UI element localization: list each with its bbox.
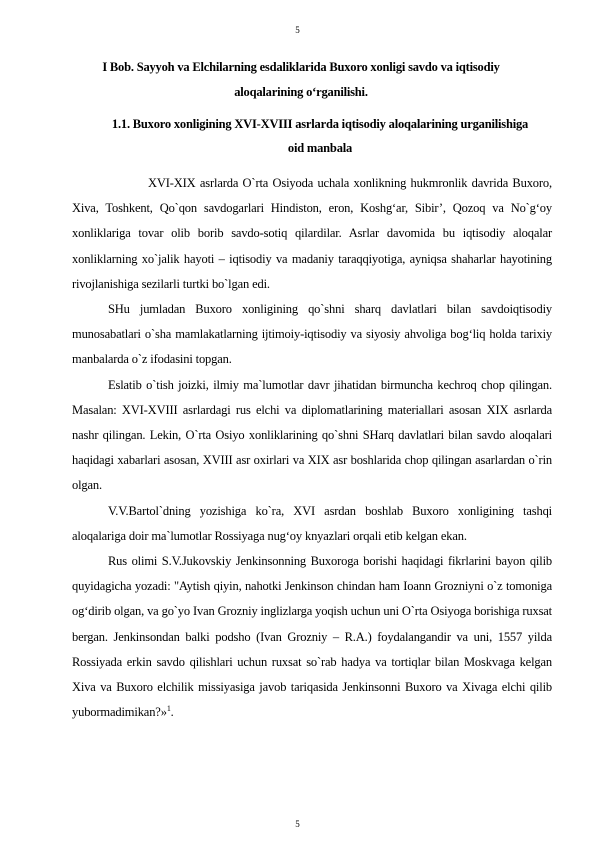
chapter-title: I Bob. Sayyoh va Elchilarning esdaliklarida Buxoro xonligi savdo va iqtisodiy aloqalarining o‘rganilishi. bbox=[102, 60, 500, 99]
paragraph-1: XVI-XIX asrlarda O`rta Osiyoda uchala xonlikning hukmronlik davrida Buxoro, Xiva, Toshkent, Qo`qon savdogarlari Hindiston, eron, Koshg‘ar, Sibir’, Qozoq va No`g‘oy xonliklariga tovar olib borib savdo-sotiq qilardilar. Asrlar davomida bu iqtisodiy aloqalar xonliklarning xo`jalik hayoti – iqtisodiy va madaniy taraqqiyotiga, ayniqsa shaharlar hayotining rivojlanishiga sezilarli turtki bo`lgan edi. bbox=[72, 176, 552, 291]
paragraph-3: Eslatib o`tish joizki, ilmiy ma`lumotlar davr jihatidan birmuncha kechroq chop qilingan. Masalan: XVI-XVIII asrlardagi rus elchi va diplomatlarining materiallari asosan XIX asrlarda nashr qilingan. Lekin, O`rta Osiyo xonliklarining qo`shni SHarq davlatlari bilan savdo aloqalari haqidagi xabarlari asosan, XVIII asr oxirlari va XIX asr boshlarida chop qilingan asarlardan o`rin olgan. bbox=[72, 377, 552, 493]
paragraph-5 bbox=[72, 549, 552, 725]
page-number-top: 5 bbox=[295, 25, 300, 35]
paragraph-5-end: . bbox=[170, 705, 174, 720]
section-title: 1.1. Buxoro xonligining XVI-XVIII asrlarda iqtisodiy aloqalarining urganilishiga oid manbala bbox=[111, 117, 529, 155]
body-text bbox=[72, 171, 552, 725]
page-number-bottom: 5 bbox=[295, 819, 300, 829]
paragraph-5-text: Rus olimi S.V.Jukovskiy Jenkinsonning Buxoroga borishi haqidagi fikrlarini bayon qilib quyidagicha yozadi: "Aytish qiyin, nahotki Jenkinson chindan ham Ioann Grozniyni o`z tomoniga og‘dirib olgan, va go`yo Ivan Grozniy inglizlarga yoqish uchun uni O`rta Osiyoga borishiga ruxsat bergan. Jenkinsondan balki podsho (Ivan Grozniy – R.A.) foydalangandir va uni, 1557 yilda Rossiyada erkin savdo qilishlari uchun ruxsat so`rab hadya va tortiqlar bilan Moskvaga kelgan Xiva va Buxoro elchilik missiyasiga javob tariqasida Jenkinsonni Buxoro va Xivaga elchi qilib yubormadimikan?» bbox=[72, 554, 552, 720]
paragraph-4: V.V.Bartol`dning yozishiga ko`ra, XVI asrdan boshlab Buxoro xonligining tashqi aloqalariga doir ma`lumotlar Rossiyaga nug‘oy knyazlari orqali etib kelgan ekan. bbox=[72, 503, 552, 543]
paragraph-2: SHu jumladan Buxoro xonligining qo`shni sharq davlatlari bilan savdoiqtisodiy munosabatlari o`sha mamlakatlarning ijtimoiy-iqtisodiy va siyosiy ahvoliga bog‘liq holda tarixiy manbalarda o`z ifodasini topgan. bbox=[72, 302, 552, 367]
footnote-reference[interactable]: 1 bbox=[166, 704, 171, 714]
